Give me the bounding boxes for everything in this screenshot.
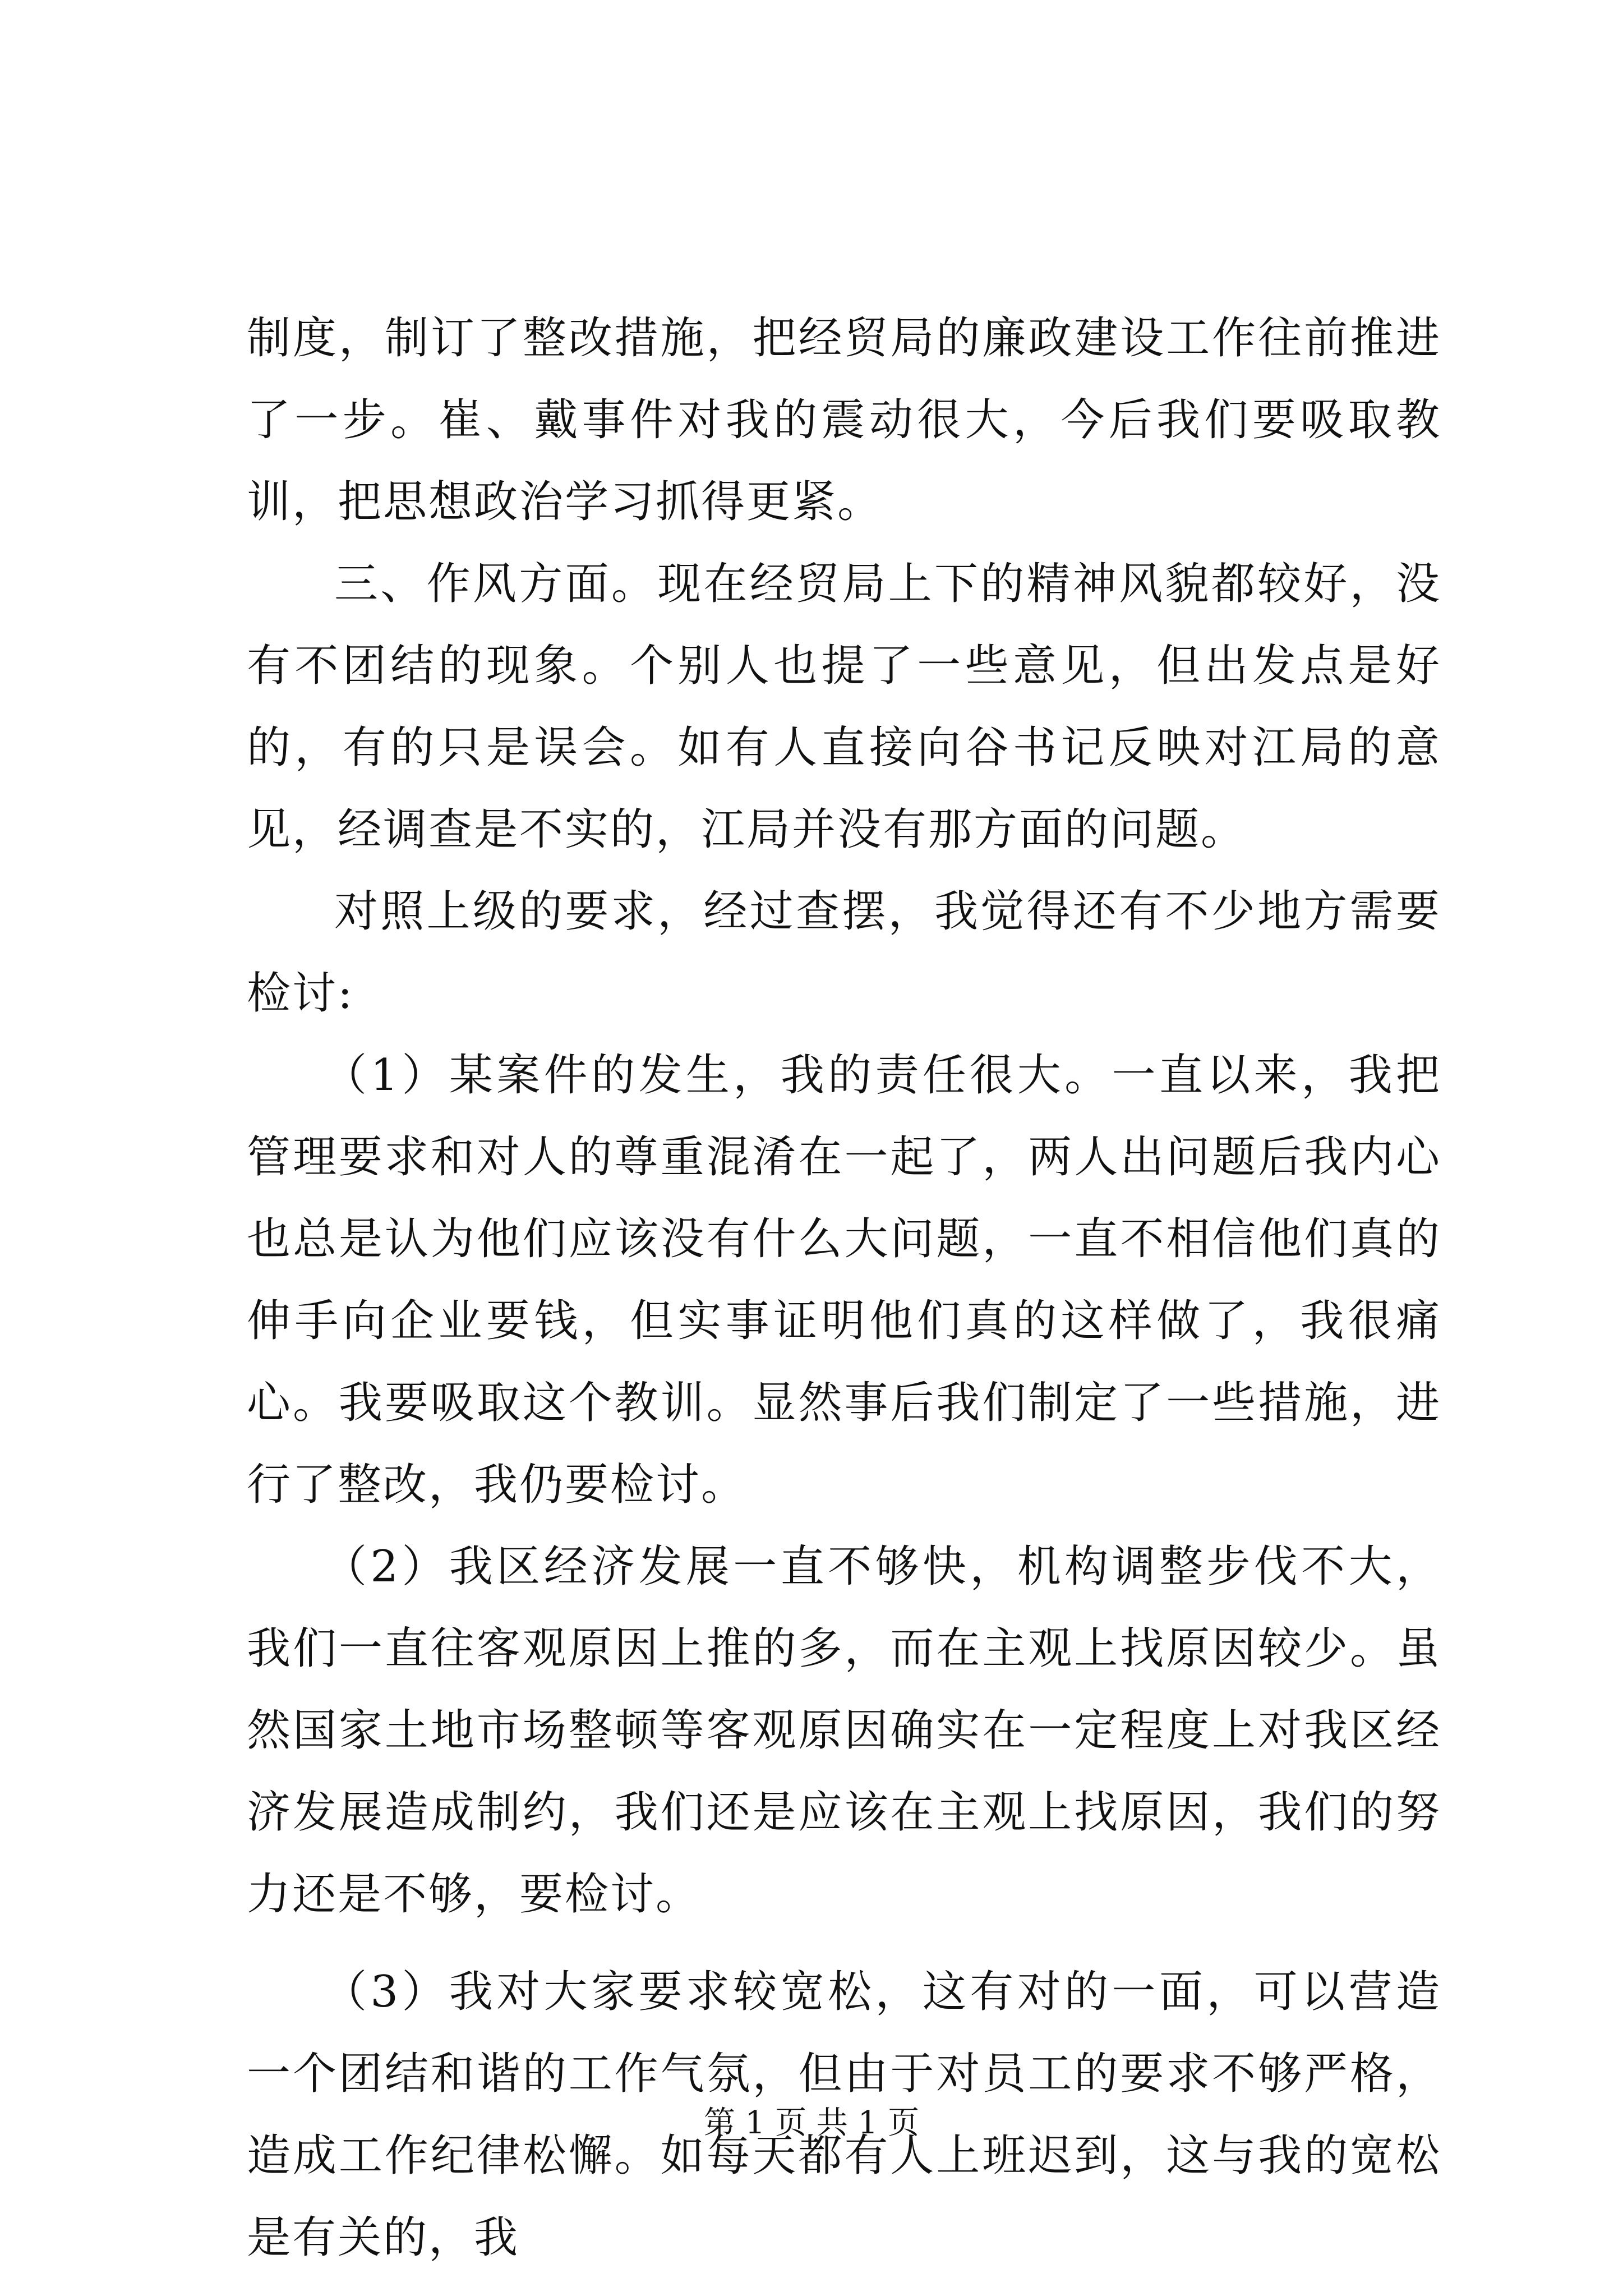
page-footer: 第 1 页 共 1 页 bbox=[703, 2105, 920, 2141]
document-body bbox=[247, 297, 1441, 2279]
paragraph-item-3: （3）我对大家要求较宽松，这有对的一面，可以营造一个团结和谐的工作气氛，但由于对员工的要求不够严格，造成工作纪律松懈。如每天都有人上班迟到，这与我的宽松是有关的，我 bbox=[247, 1967, 1441, 2263]
paragraph-item-1: （1）某案件的发生，我的责任很大。一直以来，我把管理要求和对人的尊重混淆在一起了，两人出问题后我内心也总是认为他们应该没有什么大问题，一直不相信他们真的伸手向企业要钱，但实事证明他们真的这样做了，我很痛心。我要吸取这个教训。显然事后我们制定了一些措施，进行了整改，我仍要检讨。 bbox=[247, 1050, 1441, 1510]
paragraph-self-review-intro: 对照上级的要求，经过查摆，我觉得还有不少地方需要检讨: bbox=[247, 886, 1441, 1019]
paragraph-continuation: 制度，制订了整改措施，把经贸局的廉政建设工作往前推进了一步。崔、戴事件对我的震动很大，今后我们要吸取教训，把思想政治学习抓得更紧。 bbox=[247, 313, 1441, 527]
paragraph-item-2: （2）我区经济发展一直不够快，机构调整步伐不大，我们一直往客观原因上推的多，而在主观上找原因较少。虽然国家土地市场整顿等客观原因确实在一定程度上对我区经济发展造成制约，我们还是应该在主观上找原因，我们的努力还是不够，要检讨。 bbox=[247, 1542, 1441, 1920]
paragraph-work-style: 三、作风方面。现在经贸局上下的精神风貌都较好，没有不团结的现象。个别人也提了一些意见，但出发点是好的，有的只是误会。如有人直接向谷书记反映对江局的意见，经调查是不实的，江局并没有那方面的问题。 bbox=[247, 559, 1441, 855]
